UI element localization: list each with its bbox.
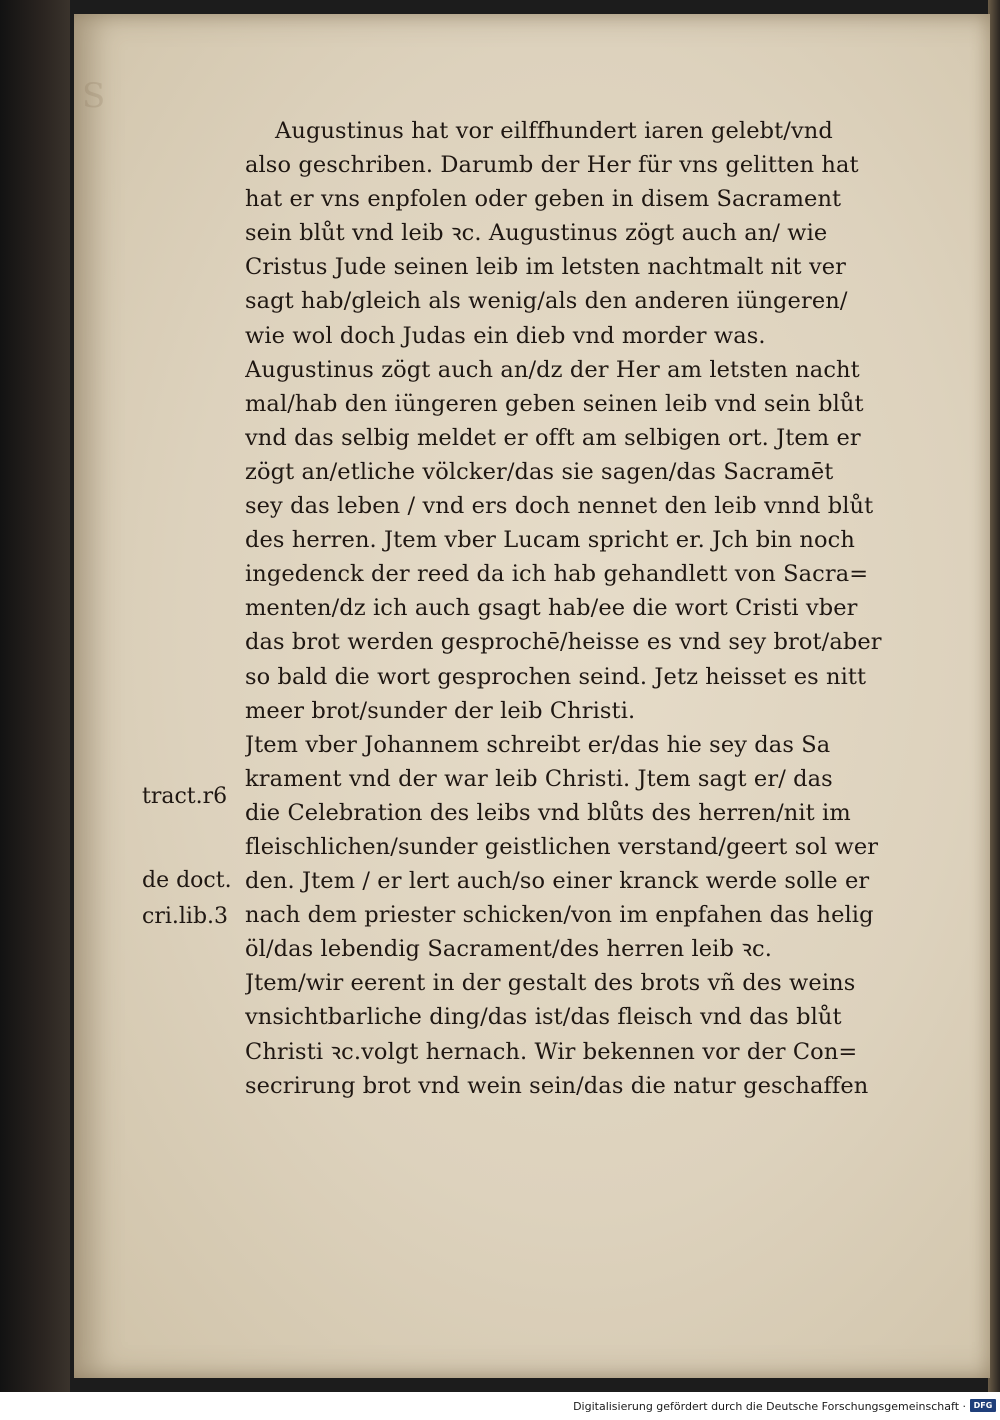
text-line: zögt an/etliche völcker/das sie sagen/das Sacramēt [245, 458, 834, 485]
margin-note-tract: tract.r6 [142, 784, 228, 809]
text-line: krament vnd der war leib Christi. Jtem sagt er/ das [245, 765, 833, 792]
text-line: hat er vns enpfolen oder geben in disem Sacrament [245, 186, 842, 213]
footer-bar [0, 1392, 1000, 1420]
text-line: secrirung brot vnd wein sein/das die natur geschaffen [245, 1072, 869, 1099]
text-line: wie wol doch Judas ein dieb vnd morder was. [245, 322, 766, 349]
margin-note-cri-lib: cri.lib.3 [142, 904, 229, 929]
text-line: Cristus Jude seinen leib im letsten nachtmalt nit ver [245, 254, 847, 281]
text-line: menten/dz ich auch gsagt hab/ee die wort Cristi vber [245, 595, 858, 622]
text-line: meer brot/sunder der leib Christi. [245, 697, 636, 724]
text-line: des herren. Jtem vber Lucam spricht er. Jch bin noch [245, 527, 855, 554]
text-line: Christi ꝛc.volgt hernach. Wir bekennen vor der Con= [245, 1038, 858, 1065]
dfg-logo-icon: DFG [970, 1399, 996, 1412]
text-line: Augustinus hat vor eilffhundert iaren gelebt/vnd [275, 118, 833, 144]
text-line: den. Jtem / er lert auch/so einer kranck werde solle er [245, 868, 870, 895]
text-line: Jtem/wir eerent in der gestalt des brots vñ des weins [245, 970, 856, 997]
text-line: vnd das selbig meldet er offt am selbigen ort. Jtem er [245, 424, 861, 451]
binding-edge [0, 0, 70, 1392]
funding-notice: Digitalisierung gefördert durch die Deutsche Forschungsgemeinschaft · [573, 1400, 966, 1413]
text-line: fleischlichen/sunder geistlichen verstand/geert sol wer [245, 833, 879, 860]
text-line: das brot werden gesprochē/heisse es vnd sey brot/aber [245, 629, 882, 656]
text-line: nach dem priester schicken/von im enpfahen das helig [245, 902, 874, 929]
text-line: Jtem vber Johannem schreibt er/das hie sey das Sa [245, 731, 831, 758]
text-line: also geschriben. Darumb der Her für vns gelitten hat [245, 152, 859, 179]
text-line: Augustinus zögt auch an/dz der Her am letsten nacht [245, 356, 860, 383]
text-line: vnsichtbarliche ding/das ist/das fleisch vnd das blůt [245, 1004, 842, 1031]
text-line: mal/hab den iüngeren geben seinen leib vnd sein blůt [245, 390, 864, 417]
text-line: öl/das lebendig Sacrament/des herren leib ꝛc. [245, 936, 772, 963]
text-line: sagt hab/gleich als wenig/als den anderen iüngeren/ [245, 288, 848, 315]
text-line: die Celebration des leibs vnd blůts des herren/nit im [245, 799, 851, 826]
main-text-block [245, 114, 935, 1103]
margin-note-de-doctr: de doct. [142, 868, 232, 893]
text-line: ingedenck der reed da ich hab gehandlett von Sacra= [245, 561, 869, 588]
ghost-mark: S [82, 76, 106, 116]
text-line: so bald die wort gesprochen seind. Jetz heisset es nitt [245, 663, 867, 690]
text-line: sey das leben / vnd ers doch nennet den leib vnnd blůt [245, 493, 874, 520]
text-line: sein blůt vnd leib ꝛc. Augustinus zögt auch an/ wie [245, 220, 828, 247]
